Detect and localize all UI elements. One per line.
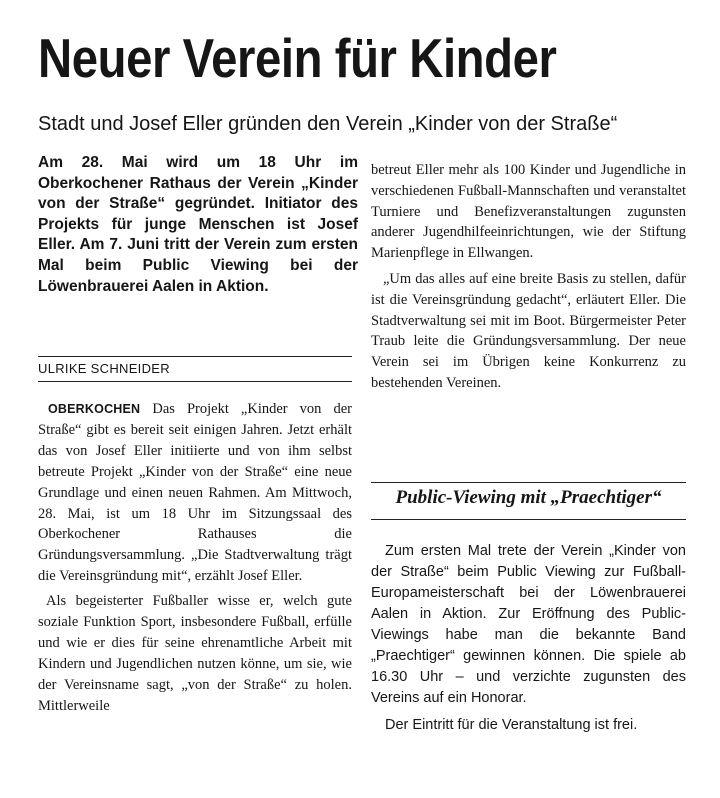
body-paragraph: „Um das alles auf eine breite Basis zu stellen, dafür ist die Vereinsgründung gedacht“, erläutert Eller. Die Stadtverwaltung sei mit im Boot. Bürgermeister Peter Traub leite die Gründungsversammlung. Der neue Verein sei im Übrigen keine Konkurrenz zu bestehenden Vereinen. [371, 270, 686, 391]
section-rule-top [371, 482, 686, 483]
section-rule-bottom [371, 519, 686, 520]
body-paragraph-text: Das Projekt „Kinder von der Straße“ gibt es bereit seit einigen Jahren. Jetzt erhält das von Josef Eller initiierte und von ihm selbst betreute Projekt „Kinder von der Straße“ eine neue Grundlage und einen neuen Rahmen. Am Mittwoch, 28. Mai, ist um 18 Uhr im Sitzungssaal des Oberkochener Rathauses die Gründungsversammlung. „Die Stadtverwaltung trägt die Vereinsgründung mit“, erzählt Josef Eller. [38, 401, 352, 585]
section-paragraph: Zum ersten Mal trete der Verein „Kinder von der Straße“ beim Public Viewing zur Fußball-Europameisterschaft bei der Löwenbrauerei Aalen in Aktion. Zur Eröffnung des Public-Viewings habe man die bekannte Band „Praechtiger“ gewinnen können. Die spiele ab 16.30 Uhr – und verzichte zugunsten des Vereins auf ein Honorar. [371, 543, 686, 706]
dateline: OBERKOCHEN [48, 402, 141, 416]
byline-rule-bottom [38, 381, 352, 382]
body-column-left [38, 399, 352, 717]
lead-paragraph: Am 28. Mai wird um 18 Uhr im Oberkochener Rathaus der Verein „Kinder von der Straße“ gegründet. Initiator des Projekts für junge Menschen ist Josef Eller. Am 7. Juni tritt der Verein zum ersten Mal beim Public Viewing bei der Löwenbrauerei Aalen in Aktion. [38, 154, 358, 295]
section-body [371, 541, 686, 736]
byline-rule-top [38, 356, 352, 357]
body-paragraph: Als begeisterter Fußballer wisse er, welch gute soziale Funktion Sport, insbesondere Fußball, erfülle und wie er dies für seine ehrenamtliche Arbeit mit Kindern und Jugendlichen nutzen könne, um sie, wie der Vereinsname sagt, „von der Straße“ zu holen. Mittlerweile [38, 593, 352, 714]
subheadline: Stadt und Josef Eller gründen den Verein „Kinder von der Straße“ [38, 113, 618, 135]
headline: Neuer Verein für Kinder [38, 27, 557, 89]
body-column-right [371, 160, 686, 394]
section-title: Public-Viewing mit „Praechtiger“ [395, 487, 662, 508]
body-paragraph: betreut Eller mehr als 100 Kinder und Jugendliche in verschiedenen Fußball-Mannschaften und veranstaltet Turniere und Benefizveranstaltungen zugunsten anderer Jugendhilfeeinrichtungen, wie der Stiftung Marienpflege in Ellwangen. [371, 162, 686, 262]
body-paragraph [38, 399, 352, 587]
byline: ULRIKE SCHNEIDER [38, 361, 170, 376]
section-paragraph: Der Eintritt für die Veranstaltung ist frei. [385, 717, 638, 733]
